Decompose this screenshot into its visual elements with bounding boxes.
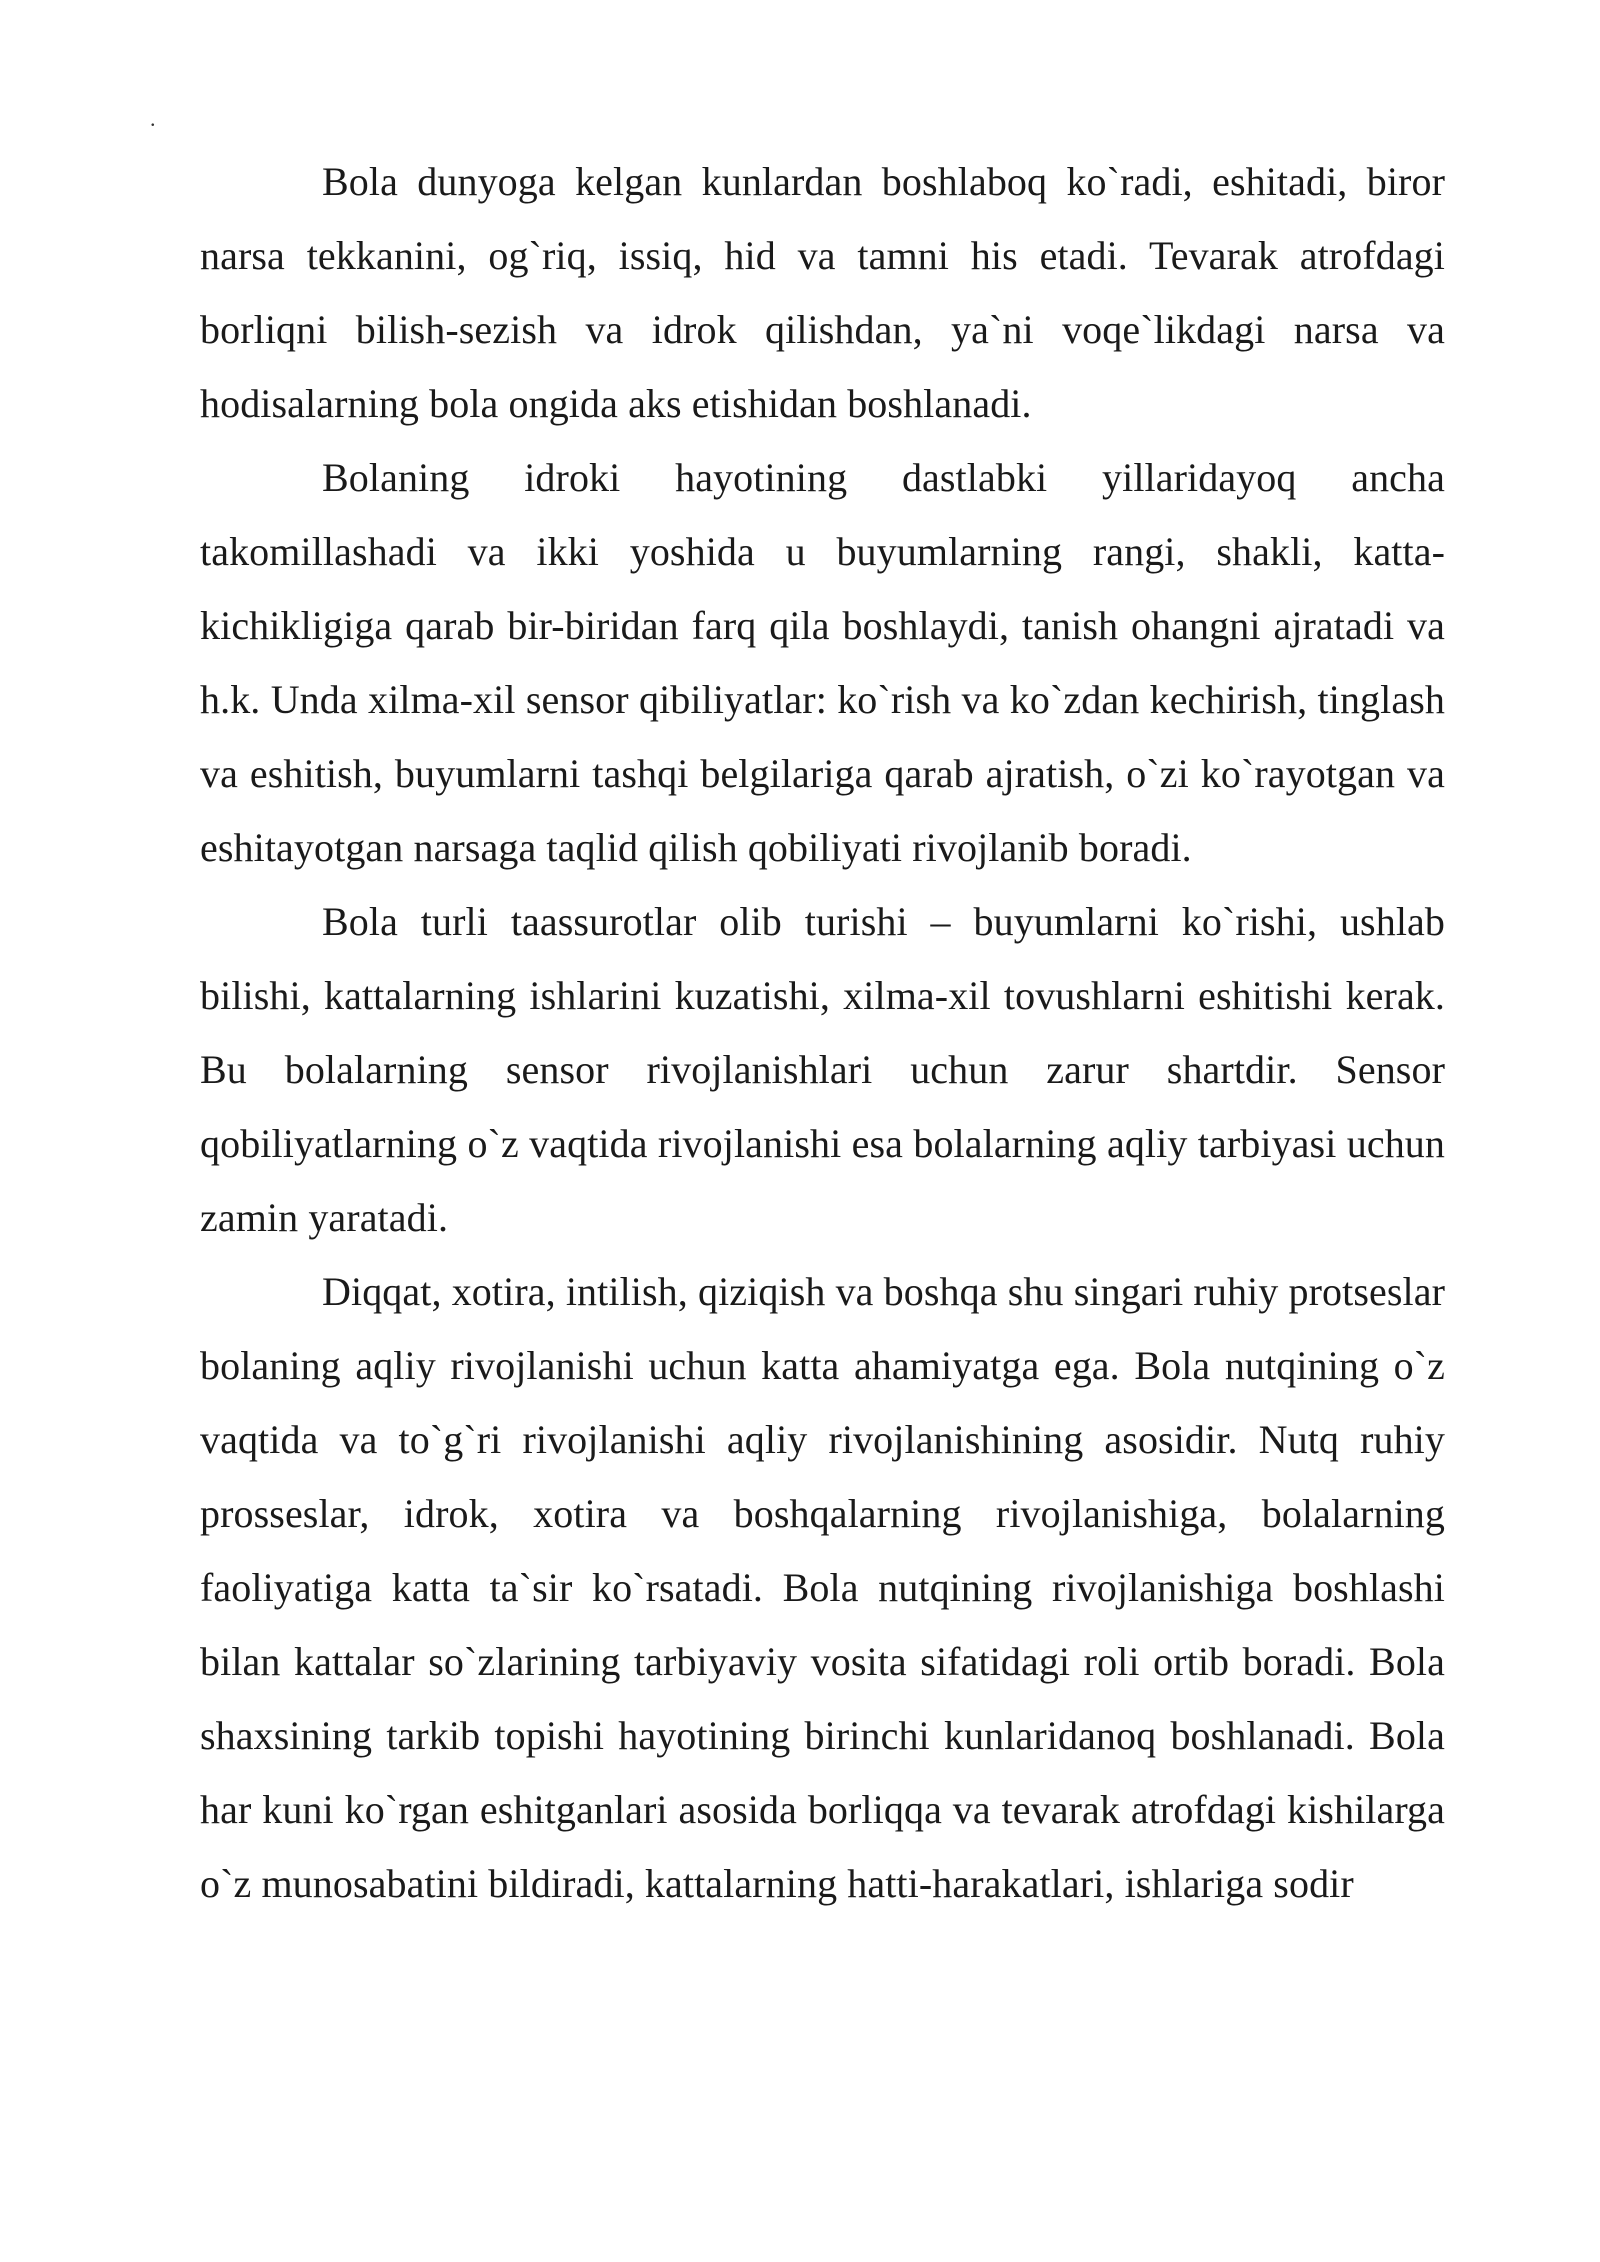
paragraph-4: Diqqat, xotira, intilish, qiziqish va boshqa shu singari ruhiy protseslar bolaning aqliy rivojlanishi uchun katta ahamiyatga ega. Bola nutqining o`z vaqtida va to`g`ri rivojlanishi aqliy rivojlanishining asosidir. Nutq ruhiy prosseslar, idrok, xotira va boshqalarning rivojlanishiga, bolalarning faoliyatiga katta ta`sir ko`rsatadi. Bola nutqining rivojlanishiga boshlashi bilan kattalar so`zlarining tarbiyaviy vosita sifatidagi roli ortib boradi. Bola shaxsining tarkib topishi hayotining birinchi kunlaridanoq boshlanadi. Bola har kuni ko`rgan eshitganlari asosida borliqqa va tevarak atrofdagi kishilarga o`z munosabatini bildiradi, kattalarning hatti-harakatlari, ishlariga sodir [200, 1269, 1445, 1906]
paragraph-1: Bola dunyoga kelgan kunlardan boshlaboq ko`radi, eshitadi, biror narsa tekkanini, og`riq, issiq, hid va tamni his etadi. Tevarak atrofdagi borliqni bilish-sezish va idrok qilishdan, ya`ni voqe`likdagi narsa va hodisalarning bola ongida aks etishidan boshlanadi. [200, 159, 1445, 426]
corner-mark: . [150, 106, 156, 131]
body-text [200, 145, 1445, 1921]
paragraph-2: Bolaning idroki hayotining dastlabki yillaridayoq ancha takomillashadi va ikki yoshida u buyumlarning rangi, shakli, katta-kichikligiga qarab bir-biridan farq qila boshlaydi, tanish ohangni ajratadi va h.k. Unda xilma-xil sensor qibiliyatlar: ko`rish va ko`zdan kechirish, tinglash va eshitish, buyumlarni tashqi belgilariga qarab ajratish, o`zi ko`rayotgan va eshitayotgan narsaga taqlid qilish qobiliyati rivojlanib boradi. [200, 455, 1445, 870]
paragraph-3: Bola turli taassurotlar olib turishi – buyumlarni ko`rishi, ushlab bilishi, kattalarning ishlarini kuzatishi, xilma-xil tovushlarni eshitishi kerak. Bu bolalarning sensor rivojlanishlari uchun zarur shartdir. Sensor qobiliyatlarning o`z vaqtida rivojlanishi esa bolalarning aqliy tarbiyasi uchun zamin yaratadi. [200, 899, 1445, 1240]
